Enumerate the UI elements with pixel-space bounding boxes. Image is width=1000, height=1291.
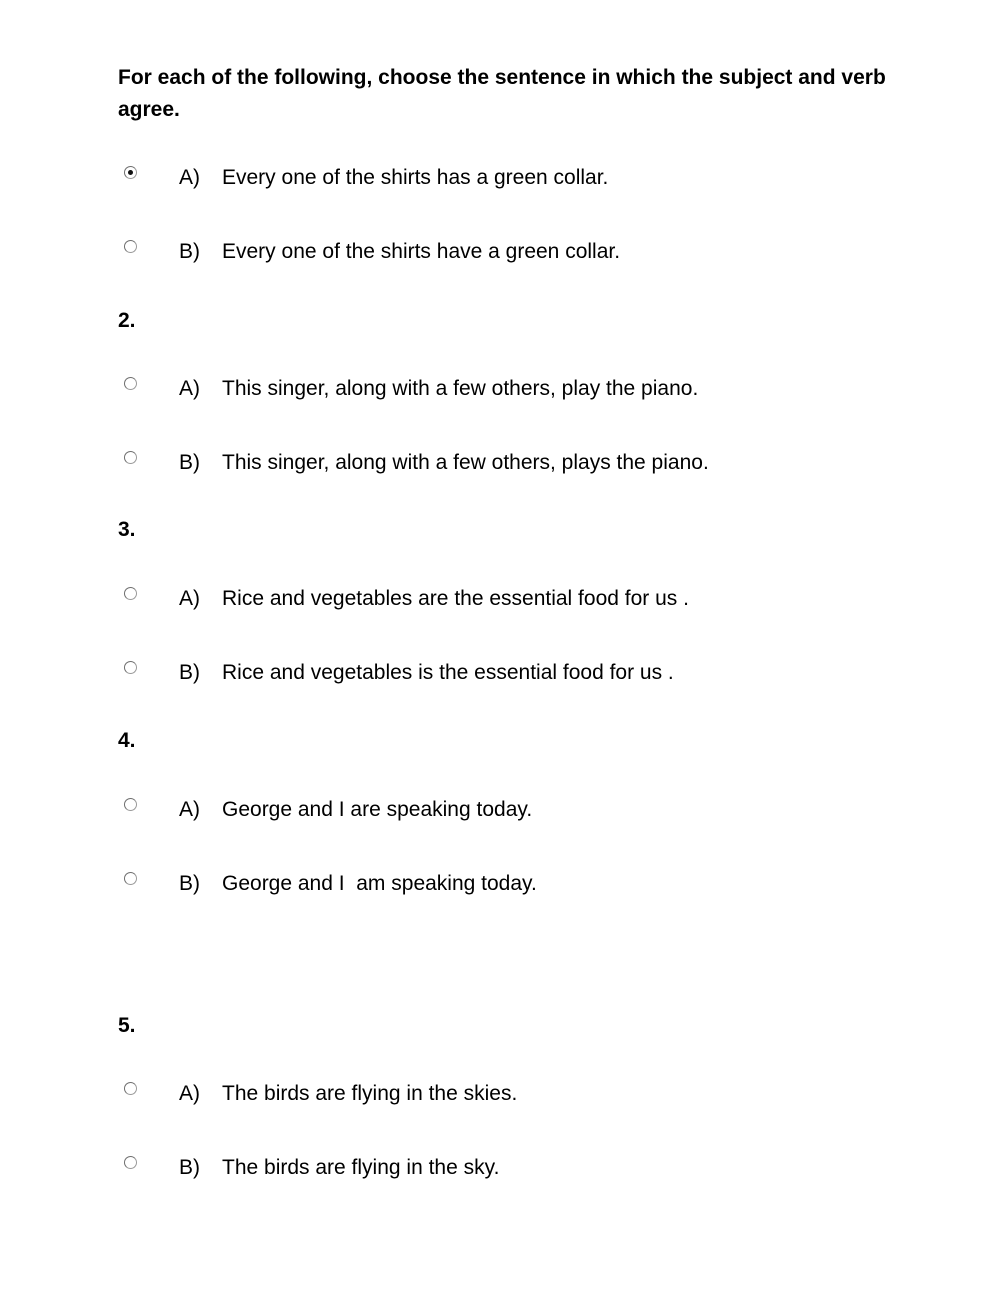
question-2-option-b[interactable]	[124, 451, 884, 479]
question-4-option-b[interactable]	[124, 872, 884, 900]
option-text: This singer, along with a few others, play the piano.	[222, 377, 699, 400]
question-2-option-a[interactable]	[124, 377, 884, 405]
option-letter: B)	[179, 451, 200, 474]
radio-selected-dot	[128, 170, 133, 175]
radio-button[interactable]	[124, 587, 137, 600]
option-text: The birds are flying in the sky.	[222, 1156, 500, 1179]
question-5-option-a[interactable]	[124, 1082, 884, 1110]
option-text: This singer, along with a few others, plays the piano.	[222, 451, 709, 474]
option-letter: A)	[179, 166, 200, 189]
option-letter: B)	[179, 1156, 200, 1179]
option-text: George and I are speaking today.	[222, 798, 533, 821]
option-letter: A)	[179, 798, 200, 821]
option-letter: A)	[179, 377, 200, 400]
question-2-number: 2.	[118, 309, 136, 332]
radio-button[interactable]	[124, 1082, 137, 1095]
radio-button[interactable]	[124, 240, 137, 253]
question-3-number: 3.	[118, 518, 136, 541]
option-letter: B)	[179, 240, 200, 263]
option-text: Every one of the shirts have a green collar.	[222, 240, 621, 263]
radio-button[interactable]	[124, 451, 137, 464]
radio-button[interactable]	[124, 661, 137, 674]
option-letter: A)	[179, 587, 200, 610]
option-text: George and I am speaking today.	[222, 872, 537, 895]
radio-button[interactable]	[124, 377, 137, 390]
radio-button-selected[interactable]	[124, 166, 137, 179]
option-text: Every one of the shirts has a green collar.	[222, 166, 609, 189]
option-text: Rice and vegetables are the essential food for us .	[222, 587, 689, 610]
question-4-option-a[interactable]	[124, 798, 884, 826]
option-letter: A)	[179, 1082, 200, 1105]
radio-button[interactable]	[124, 872, 137, 885]
radio-button[interactable]	[124, 798, 137, 811]
radio-button[interactable]	[124, 1156, 137, 1169]
option-text: Rice and vegetables is the essential food for us .	[222, 661, 674, 684]
question-5-number: 5.	[118, 1014, 136, 1037]
question-3-option-a[interactable]	[124, 587, 884, 615]
question-1-option-a[interactable]	[124, 166, 884, 194]
option-text: The birds are flying in the skies.	[222, 1082, 518, 1105]
question-3-option-b[interactable]	[124, 661, 884, 689]
instructions-heading: For each of the following, choose the sentence in which the subject and verb agree.	[118, 66, 886, 121]
question-4-number: 4.	[118, 729, 136, 752]
option-letter: B)	[179, 872, 200, 895]
option-letter: B)	[179, 661, 200, 684]
question-1-option-b[interactable]	[124, 240, 884, 268]
question-5-option-b[interactable]	[124, 1156, 884, 1184]
